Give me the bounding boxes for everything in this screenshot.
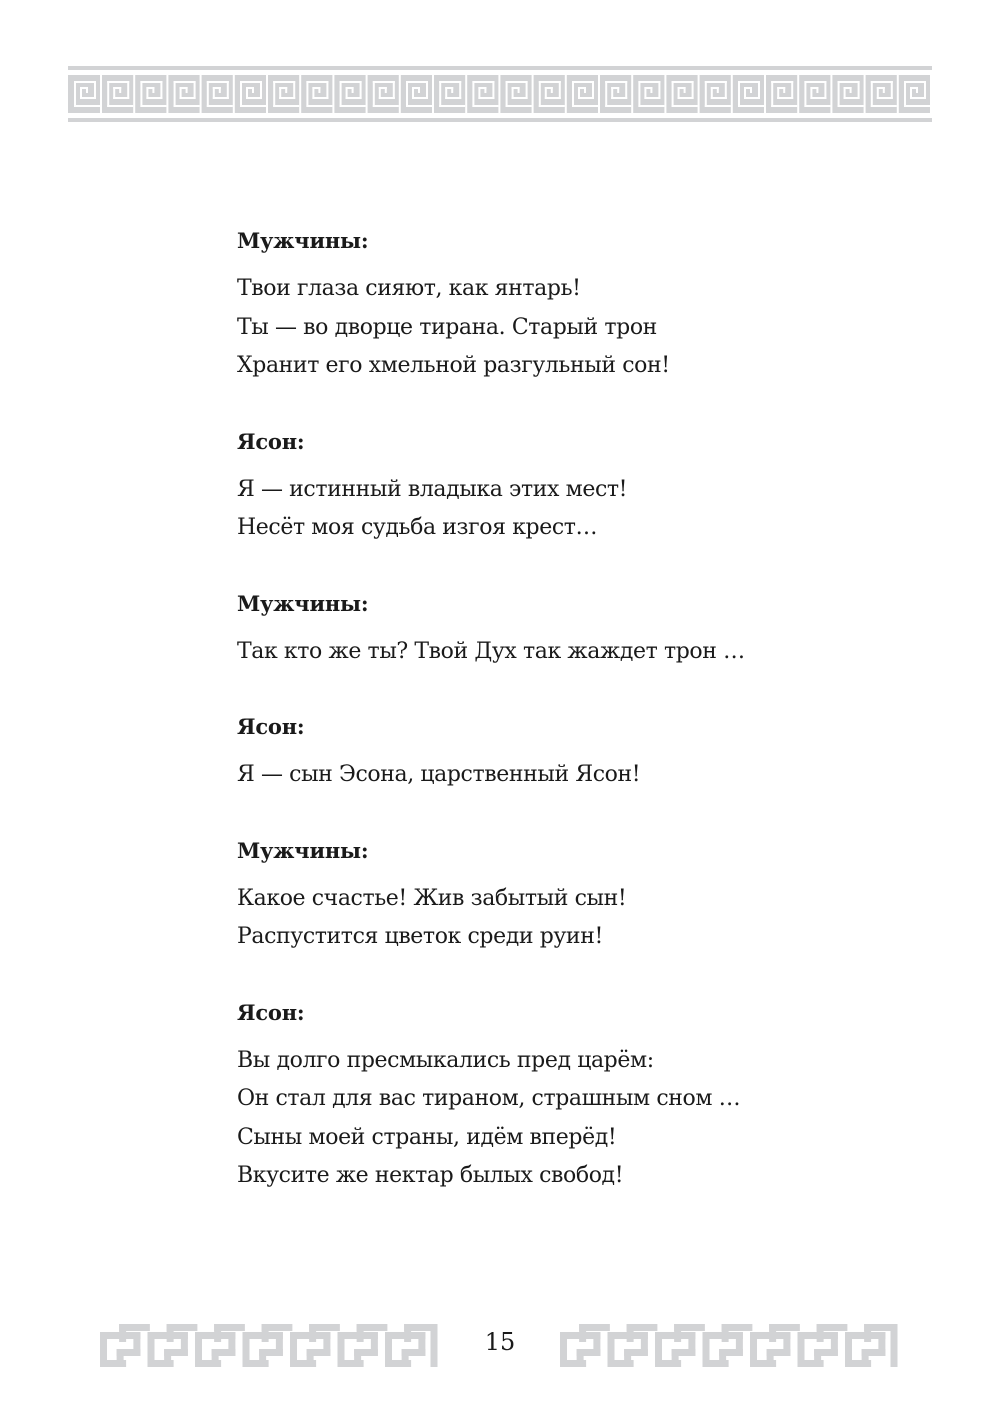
verse-line: Сыны моей страны, идём вперёд! [237,1124,617,1150]
verse-line: Твои глаза сияют, как янтарь! [237,276,581,301]
dialogue-block [237,998,837,1196]
verse-line: Ты — во дворце тирана. Старый трон [237,314,657,340]
dialogue-block [237,427,837,548]
verse-line: Я — истинный владыка этих мест! [237,476,628,502]
speaker-name: Мужчины: [237,837,369,863]
dialogue-block [237,226,837,386]
poem-dialogue [237,226,837,1237]
verse-line: Вы долго пресмыкались пред царём: [237,1047,654,1073]
greek-key-header-ornament [68,66,932,122]
verse-line: Он стал для вас тираном, страшным сном … [237,1086,741,1111]
dialogue-block [237,712,837,795]
page-number: 15 [484,1328,516,1356]
dialogue-block [237,836,837,957]
verse-line: Распустится цветок среди руин! [237,924,603,949]
verse-line: Какое счастье! Жив забытый сын! [237,885,627,911]
verse-line: Я — сын Эсона, царственный Ясон! [237,762,641,787]
verse-line: Хранит его хмельной разгульный сон! [237,353,670,378]
speaker-name: Ясон: [237,714,305,739]
verse-line: Вкусите же нектар былых свобод! [237,1163,624,1188]
speaker-name: Мужчины: [237,228,369,253]
verse-line: Так кто же ты? Твой Дух так жаждет трон … [237,638,745,664]
speaker-name: Ясон: [237,428,305,454]
greek-key-footer-right-ornament [560,1324,900,1367]
greek-key-footer-left-ornament [100,1324,440,1367]
speaker-name: Мужчины: [237,590,369,616]
verse-line: Несёт моя судьба изгоя крест… [237,515,598,540]
dialogue-block [237,589,837,672]
speaker-name: Ясон: [237,999,305,1025]
